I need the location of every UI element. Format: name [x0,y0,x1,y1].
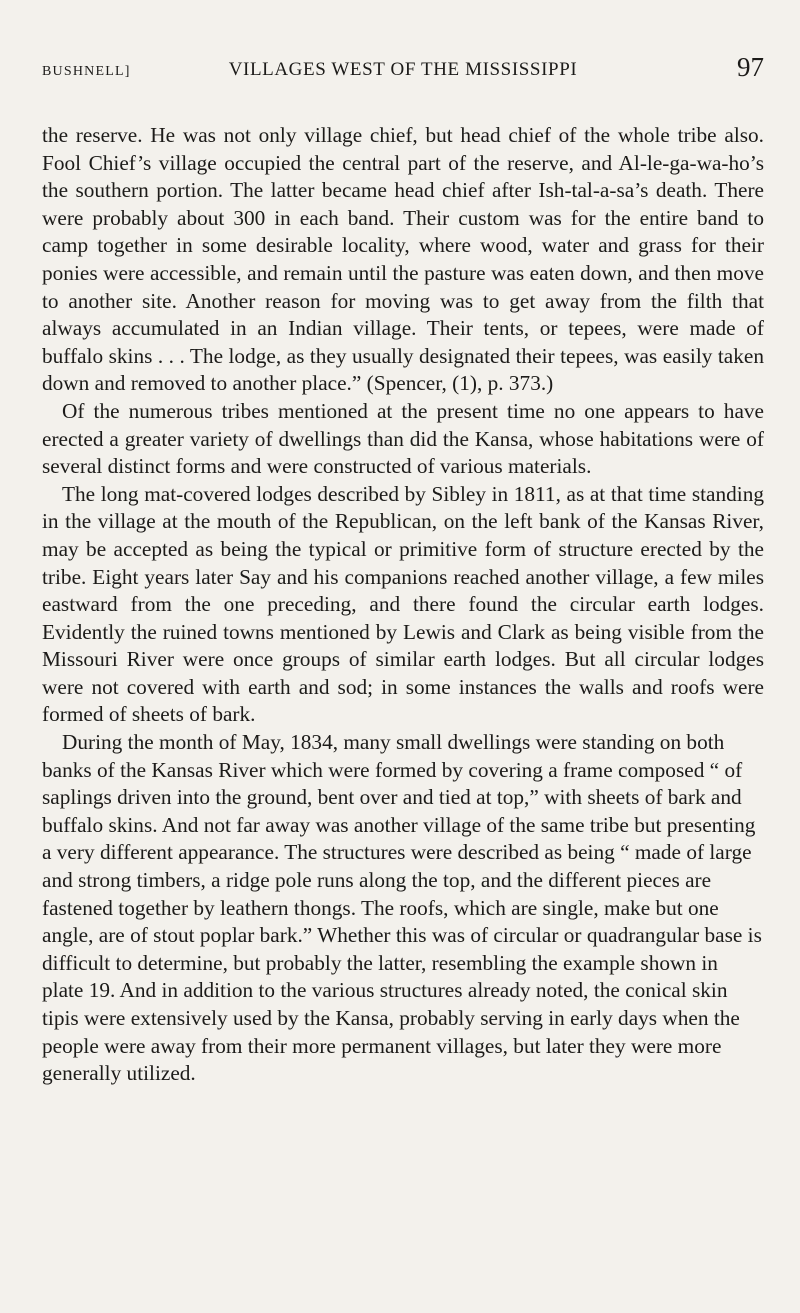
page-number: 97 [737,52,764,82]
paragraph: During the month of May, 1834, many small dwellings were standing on both banks of the Kansas River which were formed by covering a frame composed “ of saplings driven into the ground, bent over and tied at top,” with sheets of bark and buffalo skins. And not far away was another village of the same tribe but presenting a very different appearance. The structures were described as being “ made of large and strong timbers, a ridge pole runs along the top, and the different pieces are fastened together by leathern thongs. The roofs, which are single, make but one angle, are of stout poplar bark.” Whether this was of circular or quadrangular base is difficult to determine, but probably the latter, resembling the example shown in plate 19. And in addition to the various structures already noted, the conical skin tipis were extensively used by the Kansa, probably serving in early days when the people were away from their more permanent villages, but later they were more generally utilized. [42,730,762,1086]
paragraph-continued: the reserve. He was not only village chief, but head chief of the whole tribe also. Fool Chief’s village occupied the central part of the reserve, and Al-le-ga-wa-ho’s the southern portion. The latter became head chief after Ish-tal-a-sa’s death. There were probably about 300 in each band. Their custom was for the entire band to camp together in some desirable locality, where wood, water and grass for their ponies were accessible, and remain until the pasture was eaten down, and then move to another site. Another reason for moving was to get away from the filth that always accumulated in an Indian village. Their tents, or tepees, were made of buffalo skins . . . The lodge, as they usually designated their tepees, was easily taken down and removed to another place.” (Spencer, (1), p. 373.) [42,123,764,396]
book-page [42,52,764,1088]
body-text [42,122,764,1088]
paragraph: Of the numerous tribes mentioned at the present time no one appears to have erected a greater variety of dwellings than did the Kansa, whose habitations were of several distinct forms and were constructed of various materials. [42,398,764,479]
page-header [42,52,764,88]
paragraph: The long mat-covered lodges described by Sibley in 1811, as at that time standing in the village at the mouth of the Republican, on the left bank of the Kansas River, may be accepted as being the typical or primitive form of structure erected by the tribe. Eight years later Say and his companions reached another village, a few miles eastward from the one preceding, and there found the circular earth lodges. Evidently the ruined towns mentioned by Lewis and Clark as being visible from the Missouri River were once groups of similar earth lodges. But all circular lodges were not covered with earth and sod; in some instances the walls and roofs were formed of sheets of bark. [42,481,764,727]
running-title: VILLAGES WEST OF THE MISSISSIPPI [228,59,578,80]
author-name: BUSHNELL] [42,64,131,79]
